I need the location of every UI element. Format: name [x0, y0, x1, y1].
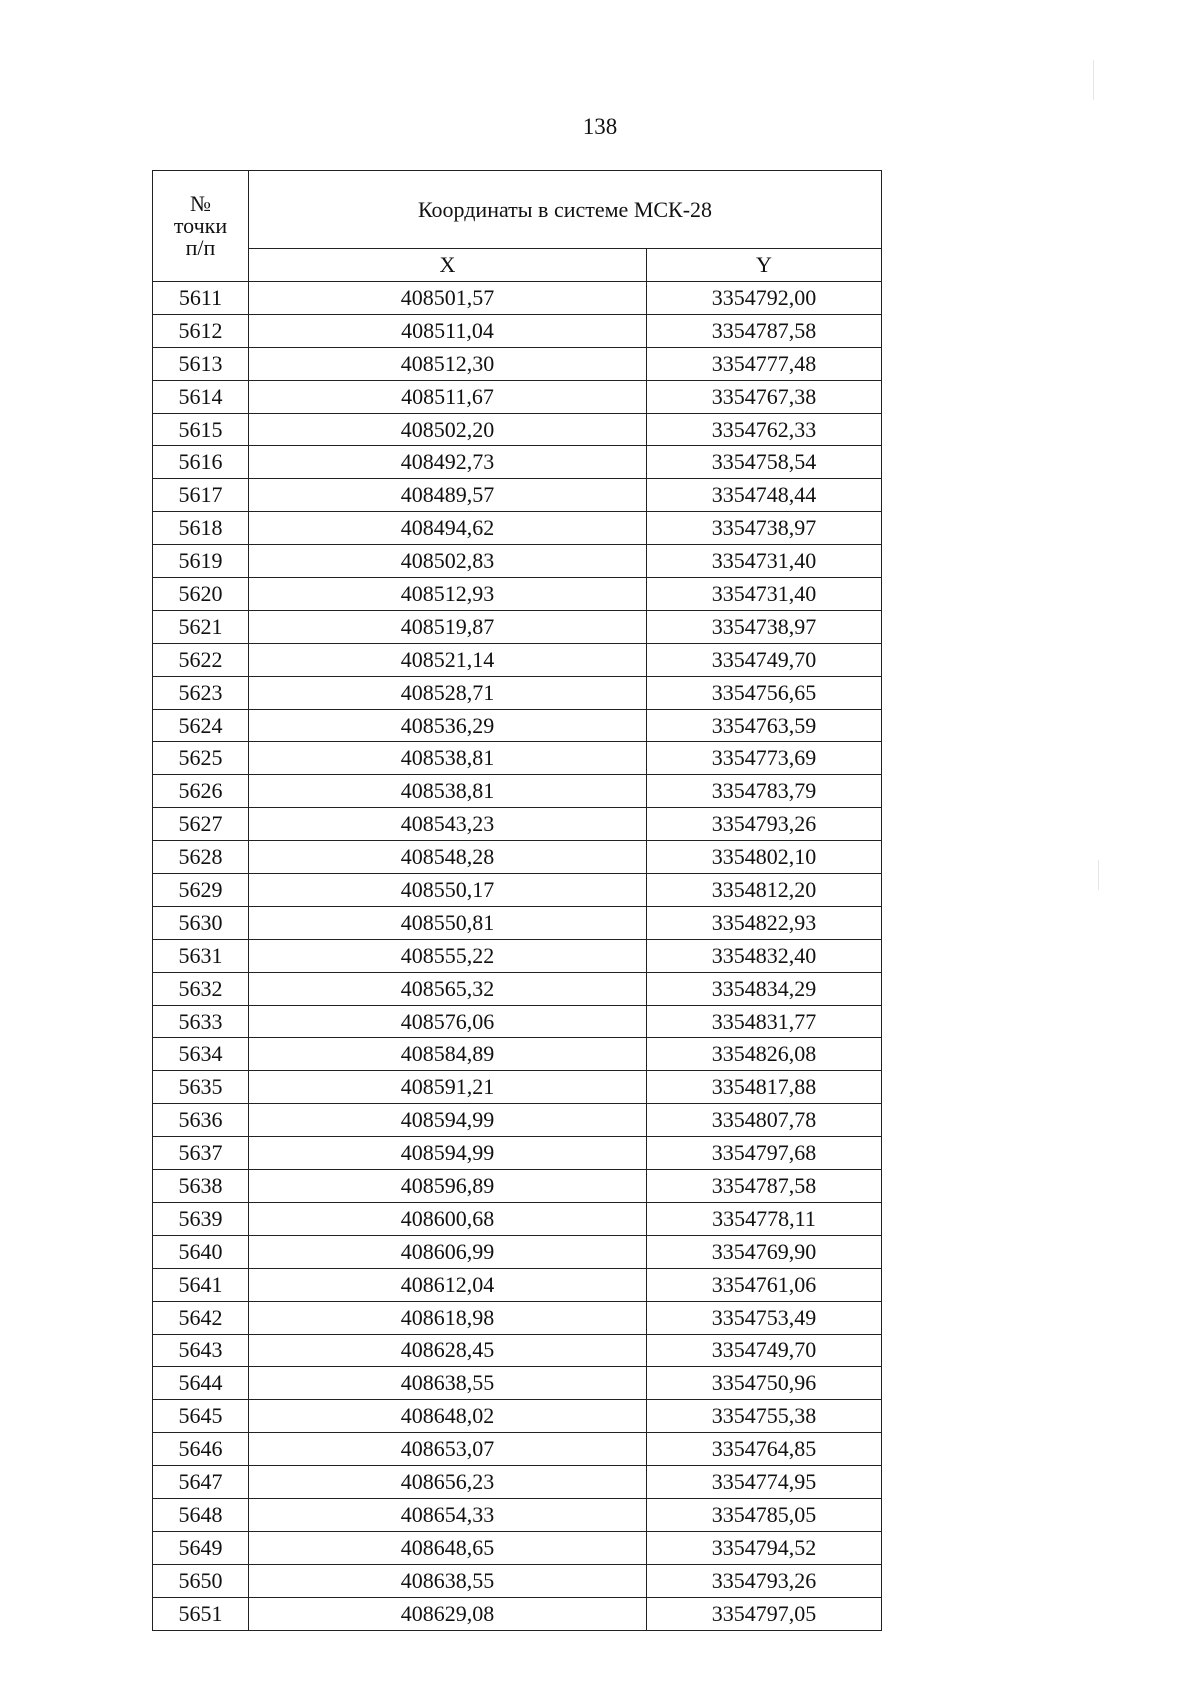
- y-coordinate-cell: 3354764,85: [647, 1433, 882, 1466]
- x-coordinate-cell: 408512,93: [249, 578, 647, 611]
- x-coordinate-cell: 408538,81: [249, 775, 647, 808]
- y-coordinate-cell: 3354777,48: [647, 347, 882, 380]
- point-number-cell: 5623: [153, 676, 249, 709]
- point-number-cell: 5632: [153, 972, 249, 1005]
- table-row: [153, 1137, 882, 1170]
- table-row: [153, 1071, 882, 1104]
- scan-artifact: [1098, 860, 1099, 890]
- table-row: [153, 972, 882, 1005]
- point-number-cell: 5648: [153, 1498, 249, 1531]
- point-number-cell: 5615: [153, 413, 249, 446]
- x-coordinate-cell: 408511,04: [249, 314, 647, 347]
- x-coordinate-cell: 408600,68: [249, 1202, 647, 1235]
- table-row: [153, 709, 882, 742]
- y-coordinate-cell: 3354794,52: [647, 1531, 882, 1564]
- table-row: [153, 1235, 882, 1268]
- x-coordinate-cell: 408543,23: [249, 808, 647, 841]
- table-row: [153, 906, 882, 939]
- table-row: [153, 1400, 882, 1433]
- point-number-cell: 5617: [153, 479, 249, 512]
- y-coordinate-cell: 3354807,78: [647, 1104, 882, 1137]
- y-coordinate-cell: 3354756,65: [647, 676, 882, 709]
- x-coordinate-cell: 408612,04: [249, 1268, 647, 1301]
- point-number-cell: 5650: [153, 1564, 249, 1597]
- x-coordinate-cell: 408596,89: [249, 1170, 647, 1203]
- order-abbr: п/п: [185, 235, 216, 260]
- table-row: [153, 742, 882, 775]
- x-coordinate-cell: 408594,99: [249, 1104, 647, 1137]
- table-row: [153, 446, 882, 479]
- point-number-cell: 5616: [153, 446, 249, 479]
- y-coordinate-cell: 3354822,93: [647, 906, 882, 939]
- x-coordinate-cell: 408648,65: [249, 1531, 647, 1564]
- point-number-cell: 5625: [153, 742, 249, 775]
- x-coordinate-cell: 408654,33: [249, 1498, 647, 1531]
- table-row: [153, 1531, 882, 1564]
- point-number-cell: 5626: [153, 775, 249, 808]
- table-body: [153, 282, 882, 1631]
- y-coordinate-cell: 3354792,00: [647, 282, 882, 315]
- table-row: [153, 1202, 882, 1235]
- point-number-cell: 5651: [153, 1597, 249, 1630]
- y-coordinate-cell: 3354767,38: [647, 380, 882, 413]
- y-coordinate-cell: 3354774,95: [647, 1466, 882, 1499]
- point-number-cell: 5611: [153, 282, 249, 315]
- y-coordinate-cell: 3354797,68: [647, 1137, 882, 1170]
- y-coordinate-cell: 3354773,69: [647, 742, 882, 775]
- point-number-cell: 5630: [153, 906, 249, 939]
- coordinates-table: [152, 170, 882, 1631]
- y-coordinate-cell: 3354758,54: [647, 446, 882, 479]
- y-coordinate-cell: 3354787,58: [647, 1170, 882, 1203]
- point-number-cell: 5618: [153, 512, 249, 545]
- point-number-cell: 5620: [153, 578, 249, 611]
- point-number-cell: 5642: [153, 1301, 249, 1334]
- table-row: [153, 1038, 882, 1071]
- coordinates-title-header: Координаты в системе МСК-28: [249, 171, 882, 249]
- x-coordinate-cell: 408538,81: [249, 742, 647, 775]
- x-coordinate-cell: 408502,83: [249, 545, 647, 578]
- table-row: [153, 610, 882, 643]
- x-coordinate-cell: 408606,99: [249, 1235, 647, 1268]
- y-coordinate-cell: 3354753,49: [647, 1301, 882, 1334]
- point-number-cell: 5640: [153, 1235, 249, 1268]
- page-number: 138: [582, 114, 618, 139]
- table-row: [153, 1466, 882, 1499]
- x-coordinate-cell: 408576,06: [249, 1005, 647, 1038]
- table-row: [153, 1597, 882, 1630]
- table-row: [153, 1367, 882, 1400]
- table-row: [153, 512, 882, 545]
- x-coordinate-cell: 408528,71: [249, 676, 647, 709]
- point-number-cell: 5645: [153, 1400, 249, 1433]
- point-number-cell: 5619: [153, 545, 249, 578]
- table-row: [153, 939, 882, 972]
- y-coordinate-cell: 3354738,97: [647, 512, 882, 545]
- point-number-cell: 5624: [153, 709, 249, 742]
- y-coordinate-cell: 3354817,88: [647, 1071, 882, 1104]
- table-row: [153, 1268, 882, 1301]
- table-row: [153, 1301, 882, 1334]
- table-row: [153, 643, 882, 676]
- y-coordinate-cell: 3354731,40: [647, 578, 882, 611]
- point-number-cell: 5631: [153, 939, 249, 972]
- y-coordinate-cell: 3354748,44: [647, 479, 882, 512]
- point-number-cell: 5641: [153, 1268, 249, 1301]
- y-coordinate-cell: 3354738,97: [647, 610, 882, 643]
- y-coordinate-cell: 3354763,59: [647, 709, 882, 742]
- point-number-cell: 5633: [153, 1005, 249, 1038]
- y-coordinate-cell: 3354793,26: [647, 808, 882, 841]
- x-coordinate-cell: 408550,81: [249, 906, 647, 939]
- point-number-cell: 5613: [153, 347, 249, 380]
- y-coordinate-cell: 3354831,77: [647, 1005, 882, 1038]
- point-number-cell: 5649: [153, 1531, 249, 1564]
- x-coordinate-cell: 408594,99: [249, 1137, 647, 1170]
- y-coordinate-cell: 3354812,20: [647, 874, 882, 907]
- x-coordinate-cell: 408489,57: [249, 479, 647, 512]
- point-number-cell: 5644: [153, 1367, 249, 1400]
- y-coordinate-cell: 3354778,11: [647, 1202, 882, 1235]
- y-coordinate-cell: 3354826,08: [647, 1038, 882, 1071]
- point-number-cell: 5612: [153, 314, 249, 347]
- x-coordinate-cell: 408591,21: [249, 1071, 647, 1104]
- table-row: [153, 1170, 882, 1203]
- y-coordinate-cell: 3354802,10: [647, 841, 882, 874]
- table-row: [153, 841, 882, 874]
- x-column-header: X: [249, 249, 647, 282]
- x-coordinate-cell: 408550,17: [249, 874, 647, 907]
- point-number-cell: 5636: [153, 1104, 249, 1137]
- x-coordinate-cell: 408519,87: [249, 610, 647, 643]
- y-coordinate-cell: 3354762,33: [647, 413, 882, 446]
- x-coordinate-cell: 408638,55: [249, 1367, 647, 1400]
- y-coordinate-cell: 3354731,40: [647, 545, 882, 578]
- x-coordinate-cell: 408648,02: [249, 1400, 647, 1433]
- table-row: [153, 1498, 882, 1531]
- table-row: [153, 578, 882, 611]
- x-coordinate-cell: 408492,73: [249, 446, 647, 479]
- point-number-header: [153, 171, 249, 282]
- table-row: [153, 676, 882, 709]
- table-row: [153, 1433, 882, 1466]
- point-number-cell: 5614: [153, 380, 249, 413]
- table-row: [153, 1104, 882, 1137]
- y-coordinate-cell: 3354793,26: [647, 1564, 882, 1597]
- x-coordinate-cell: 408638,55: [249, 1564, 647, 1597]
- point-word: точки: [173, 213, 228, 238]
- y-coordinate-cell: 3354769,90: [647, 1235, 882, 1268]
- x-coordinate-cell: 408512,30: [249, 347, 647, 380]
- number-sign: №: [190, 191, 211, 216]
- table-row: [153, 347, 882, 380]
- table-row: [153, 874, 882, 907]
- y-coordinate-cell: 3354834,29: [647, 972, 882, 1005]
- x-coordinate-cell: 408502,20: [249, 413, 647, 446]
- point-number-cell: 5647: [153, 1466, 249, 1499]
- x-coordinate-cell: 408565,32: [249, 972, 647, 1005]
- y-coordinate-cell: 3354783,79: [647, 775, 882, 808]
- y-coordinate-cell: 3354749,70: [647, 643, 882, 676]
- x-coordinate-cell: 408653,07: [249, 1433, 647, 1466]
- table-row: [153, 380, 882, 413]
- point-number-cell: 5628: [153, 841, 249, 874]
- table-row: [153, 282, 882, 315]
- table-header: [153, 171, 882, 282]
- x-coordinate-cell: 408536,29: [249, 709, 647, 742]
- x-coordinate-cell: 408628,45: [249, 1334, 647, 1367]
- x-coordinate-cell: 408618,98: [249, 1301, 647, 1334]
- x-coordinate-cell: 408511,67: [249, 380, 647, 413]
- y-coordinate-cell: 3354797,05: [647, 1597, 882, 1630]
- y-coordinate-cell: 3354785,05: [647, 1498, 882, 1531]
- table-row: [153, 808, 882, 841]
- x-coordinate-cell: 408501,57: [249, 282, 647, 315]
- table-row: [153, 775, 882, 808]
- point-number-cell: 5637: [153, 1137, 249, 1170]
- table-row: [153, 1334, 882, 1367]
- scan-artifact: [1093, 60, 1094, 100]
- x-coordinate-cell: 408494,62: [249, 512, 647, 545]
- point-number-cell: 5639: [153, 1202, 249, 1235]
- x-coordinate-cell: 408555,22: [249, 939, 647, 972]
- table-row: [153, 479, 882, 512]
- point-number-cell: 5635: [153, 1071, 249, 1104]
- x-coordinate-cell: 408656,23: [249, 1466, 647, 1499]
- point-number-cell: 5621: [153, 610, 249, 643]
- point-number-cell: 5622: [153, 643, 249, 676]
- y-coordinate-cell: 3354761,06: [647, 1268, 882, 1301]
- table-row: [153, 545, 882, 578]
- point-number-cell: 5643: [153, 1334, 249, 1367]
- x-coordinate-cell: 408521,14: [249, 643, 647, 676]
- point-number-cell: 5634: [153, 1038, 249, 1071]
- point-number-cell: 5646: [153, 1433, 249, 1466]
- point-number-cell: 5629: [153, 874, 249, 907]
- point-number-cell: 5627: [153, 808, 249, 841]
- y-coordinate-cell: 3354749,70: [647, 1334, 882, 1367]
- y-coordinate-cell: 3354787,58: [647, 314, 882, 347]
- y-coordinate-cell: 3354755,38: [647, 1400, 882, 1433]
- table-row: [153, 1564, 882, 1597]
- table-row: [153, 314, 882, 347]
- x-coordinate-cell: 408629,08: [249, 1597, 647, 1630]
- point-number-cell: 5638: [153, 1170, 249, 1203]
- x-coordinate-cell: 408548,28: [249, 841, 647, 874]
- y-coordinate-cell: 3354832,40: [647, 939, 882, 972]
- table-row: [153, 1005, 882, 1038]
- y-coordinate-cell: 3354750,96: [647, 1367, 882, 1400]
- x-coordinate-cell: 408584,89: [249, 1038, 647, 1071]
- y-column-header: Y: [647, 249, 882, 282]
- table-row: [153, 413, 882, 446]
